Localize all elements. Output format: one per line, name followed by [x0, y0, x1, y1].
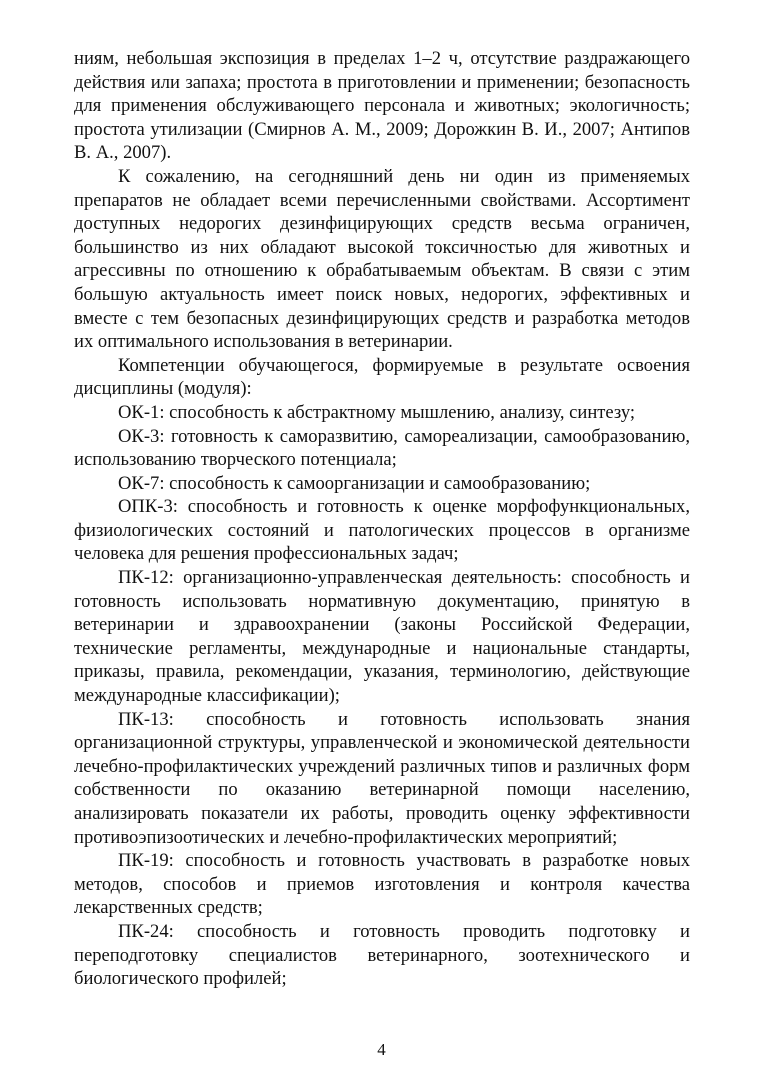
paragraph-disinfectants: К сожалению, на сегодняшний день ни один из применяемых препаратов не обладает всеми перечисленными свойствами. Ассортимент доступных недорогих дезинфицирующих средств весьма ограничен, большинство из них обладают высокой токсичностью для животных и агрессивны по отношению к обрабатываемым объектам. В связи с этим большую актуальность имеет поиск новых, недорогих, эффективных и вместе с тем безопасных дезинфицирующих средств и разработка методов их оптимального использования в ветеринарии.	[74, 165, 690, 353]
competency-pk-12: ПК-12: организационно-управленческая деятельность: способность и готовность использовать нормативную документацию, принятую в ветеринарии и здравоохранении (законы Российской Федерации, технические регламенты, международные и национальные стандарты, приказы, правила, рекомендации, указания, терминологию, действующие международные классификации);	[74, 567, 690, 707]
page-number: 4	[377, 1040, 386, 1059]
page-body	[74, 47, 690, 991]
paragraph-competencies-intro: Компетенции обучающегося, формируемые в результате освоения дисциплины (модуля):	[74, 354, 690, 400]
competency-opk-3: ОПК-3: способность и готовность к оценке морфофункциональных, физиологических состояний и патологических процессов в организме человека для решения профессиональных задач;	[74, 496, 690, 565]
competency-pk-13: ПК-13: способность и готовность использовать знания организационной структуры, управленческой и экономической деятельности лечебно-профилактических учреждений различных типов и различных форм собственности по оказанию ветеринарной помощи населению, анализировать показатели их работы, проводить оценку эффективности противоэпизоотических и лечебно-профилактических мероприятий;	[74, 708, 690, 848]
competency-ok-1: ОК-1: способность к абстрактному мышлению, анализу, синтезу;	[118, 401, 636, 423]
competency-pk-24: ПК-24: способность и готовность проводить подготовку и переподготовку специалистов ветеринарного, зоотехнического и биологического профилей;	[74, 920, 690, 990]
competency-ok-7: ОК-7: способность к самоорганизации и самообразованию;	[118, 472, 591, 494]
competency-pk-19: ПК-19: способность и готовность участвовать в разработке новых методов, способов и приемов изготовления и контроля качества лекарственных средств;	[74, 850, 690, 919]
competency-ok-3: ОК-3: готовность к саморазвитию, самореализации, самообразованию, использованию творческого потенциала;	[74, 425, 690, 471]
paragraph-continuation: ниям, небольшая экспозиция в пределах 1–2 ч, отсутствие раздражающего действия или запаха; простота в приготовлении и применении; безопасность для применения обслуживающего персонала и животных; экологичность; простота утилизации (Смирнов А. М., 2009; Дорожкин В. И., 2007; Антипов В. А., 2007).	[74, 48, 690, 164]
